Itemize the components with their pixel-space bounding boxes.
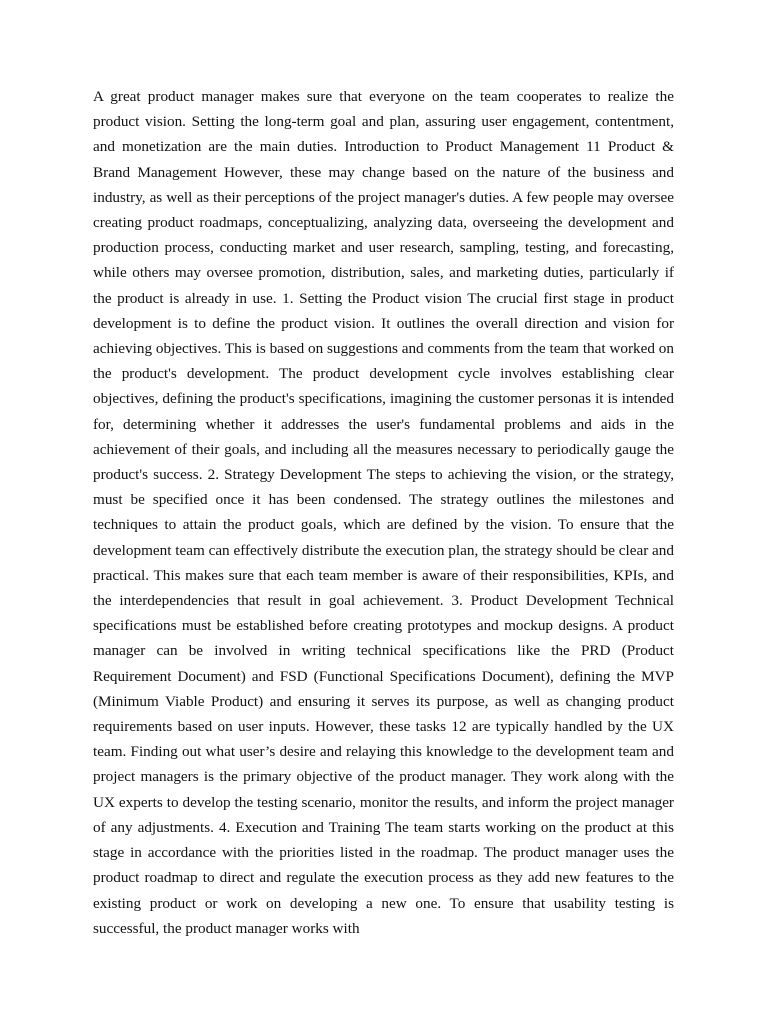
body-paragraph: A great product manager makes sure that everyone on the team cooperates to realize the product vision. Setting the long-term goal and plan, assuring user engagement, contentment, and monetization are the main duties. Introduction to Product Management 11 Product & Brand Management However, these may change based on the nature of the business and industry, as well as their perceptions of the project manager's duties. A few people may oversee creating product roadmaps, conceptualizing, analyzing data, overseeing the development and production process, conducting market and user research, sampling, testing, and forecasting, while others may oversee promotion, distribution, sales, and marketing duties, particularly if the product is already in use. 1. Setting the Product vision The crucial first stage in product development is to define the product vision. It outlines the overall direction and vision for achieving objectives. This is based on suggestions and comments from the team that worked on the product's development. The product development cycle involves establishing clear objectives, defining the product's specifications, imagining the customer personas it is intended for, determining whether it addresses the user's fundamental problems and aids in the achievement of their goals, and including all the measures necessary to periodically gauge the product's success. 2. Strategy Development The steps to achieving the vision, or the strategy, must be specified once it has been condensed. The strategy outlines the milestones and techniques to attain the product goals, which are defined by the vision. To ensure that the development team can effectively distribute the execution plan, the strategy should be clear and practical. This makes sure that each team member is aware of their responsibilities, KPIs, and the interdependencies that result in goal achievement. 3. Product Development Technical specifications must be established before creating prototypes and mockup designs. A product manager can be involved in writing technical specifications like the PRD (Product Requirement Document) and FSD (Functional Specifications Document), defining the MVP (Minimum Viable Product) and ensuring it serves its purpose, as well as changing product requirements based on user inputs. However, these tasks 12 are typically handled by the UX team. Finding out what user’s desire and relaying this knowledge to the development team and project managers is the primary objective of the product manager. They work along with the UX experts to develop the testing scenario, monitor the results, and inform the project manager of any adjustments. 4. Execution and Training The team starts working on the product at this stage in accordance with the priorities listed in the roadmap. The product manager uses the product roadmap to direct and regulate the execution process as they add new features to the existing product or work on developing a new one. To ensure that usability testing is successful, the product manager works with [93,88,674,937]
